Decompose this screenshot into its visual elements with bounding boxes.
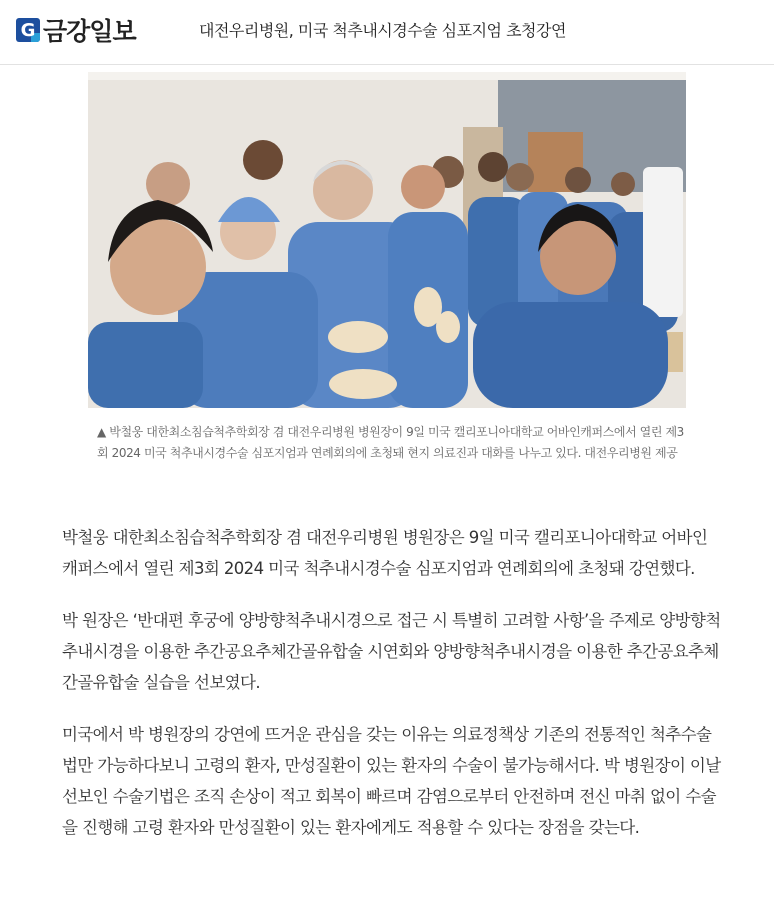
article-paragraph: 미국에서 박 병원장의 강연에 뜨거운 관심을 갖는 이유는 의료정책상 기존의 전통적인 척추수술법만 가능하다보니 고령의 환자, 만성질환이 있는 환자의 수술이 불가능해서다. 박 병원장이 이날 선보인 수술기법은 조직 손상이 적고 회복이 빠르며 감염으로부터 안전하며 전신 마취 없이 수술을 진행해 고령 환자와 만성질환이 있는 환자에게도 적용할 수 있다는 장점을 갖는다. <box>62 725 721 837</box>
article-headline: 대전우리병원, 미국 척추내시경수술 심포지엄 초청강연 <box>199 21 566 40</box>
article-paragraph: 박철웅 대한최소침습척추학회장 겸 대전우리병원 병원장은 9일 미국 캘리포니아대학교 어바인캐퍼스에서 열린 제3회 2024 미국 척추내시경수술 심포지엄과 연례회의에 초청돼 강연했다. <box>62 528 708 578</box>
article-paragraph: 박 원장은 ‘반대편 후궁에 양방향척추내시경으로 접근 시 특별히 고려할 사항’을 주제로 양방향척추내시경을 이용한 추간공요추체간골유합술 시연회와 양방향척추내시경을 이용한 추간공요추체간골유합술 실습을 선보였다. <box>62 611 721 692</box>
photo-caption <box>97 422 687 464</box>
site-header <box>0 0 774 65</box>
article-photo-illustration <box>88 72 686 408</box>
logo-mark-letter: G <box>20 19 36 41</box>
logo-text: 금강일보 <box>43 17 136 46</box>
caption-marker: ▲ <box>97 425 106 439</box>
caption-text: 박철웅 대한최소침습척추학회장 겸 대전우리병원 병원장이 9일 미국 캘리포니아대학교 어바인캐퍼스에서 열린 제3회 2024 미국 척추내시경수술 심포지엄과 연례회의에 초청돼 현지 의료진과 대화를 나누고 있다. 대전우리병원 제공 <box>97 425 684 460</box>
site-logo[interactable] <box>16 14 136 46</box>
article-photo <box>88 72 686 408</box>
logo-icon <box>16 18 40 42</box>
article-body <box>62 522 722 864</box>
